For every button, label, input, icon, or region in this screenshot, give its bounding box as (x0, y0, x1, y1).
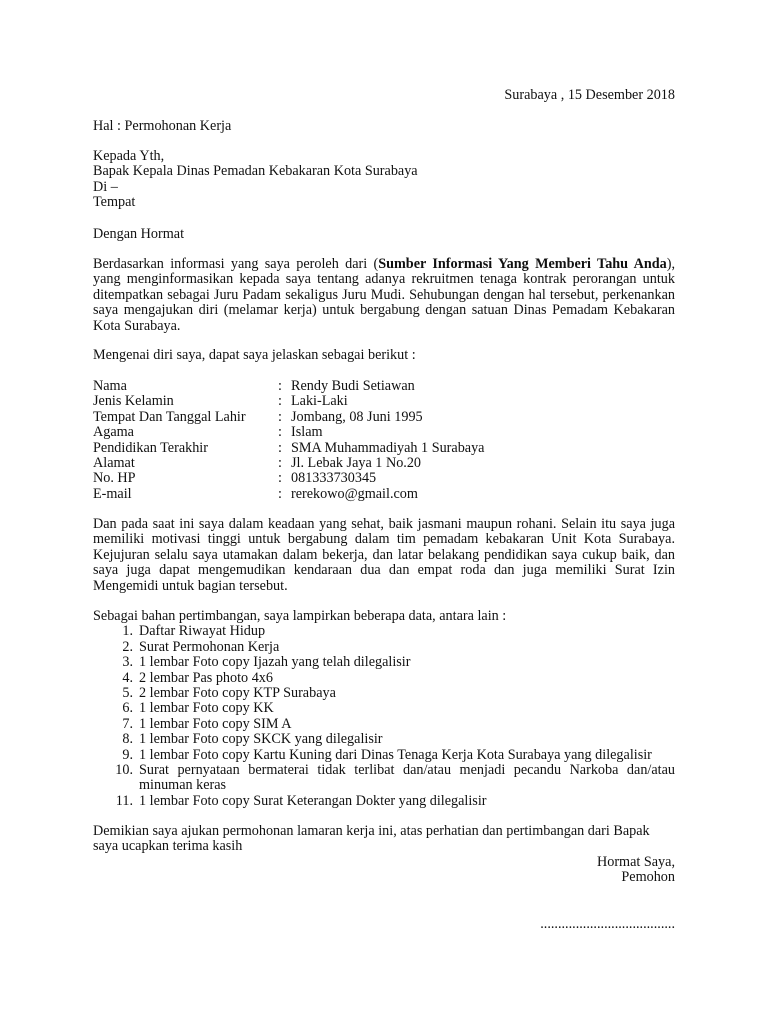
attachment-number: 9. (122, 746, 133, 763)
attachment-text: 1 lembar Foto copy KK (139, 700, 274, 717)
identity-separator: : (278, 378, 282, 394)
intro-text-end: ), yang menginformasikan kepada saya tentang adanya rekruitmen tenaga kontrak perorangan untuk ditempatkan sebagai Juru Padam sekaligus Juru Mudi. Sehubungan dengan hal tersebut, perkenankan saya mengajukan diri (melamar kerja) untuk bergabung dengan satuan Dinas Pemadam Kebakaran Kota Surabaya. (93, 256, 675, 334)
attachment-text: 1 lembar Foto copy Surat Keterangan Dokter yang dilegalisir (139, 792, 487, 809)
attachments-list (93, 624, 675, 809)
identity-value: Jl. Lebak Jaya 1 No.20 (291, 454, 422, 471)
identity-value: Islam (291, 424, 323, 441)
identity-separator: : (278, 485, 282, 502)
attachment-number: 3. (122, 654, 133, 671)
recipient-block (93, 149, 675, 211)
attachment-text: 1 lembar Foto copy SIM A (139, 715, 292, 732)
attachment-text: 2 lembar Foto copy KTP Surabaya (139, 685, 336, 702)
attachment-text: 1 lembar Foto copy Ijazah yang telah dilegalisir (139, 654, 411, 671)
attachment-item (93, 794, 675, 809)
identity-label: E-mail (93, 485, 132, 502)
identity-row (93, 441, 675, 456)
attachment-number: 6. (122, 700, 133, 717)
attachment-item (93, 686, 675, 701)
attachment-number: 10. (115, 762, 133, 779)
identity-row (93, 456, 675, 471)
identity-separator: : (278, 424, 282, 441)
attachment-text: 2 lembar Pas photo 4x6 (139, 669, 273, 686)
attachment-item (93, 624, 675, 639)
attachment-item (93, 640, 675, 655)
attachment-text: 1 lembar Foto copy Kartu Kuning dari Dinas Tenaga Kerja Kota Surabaya yang dilegalisir (139, 746, 652, 763)
identity-value: 081333730345 (291, 470, 377, 487)
attachment-text: Surat Permohonan Kerja (139, 638, 280, 655)
attachments-section (93, 609, 675, 809)
attachment-number: 11. (115, 792, 133, 809)
identity-row (93, 410, 675, 425)
identity-value: Rendy Budi Setiawan (291, 378, 415, 394)
identity-value: rerekowo@gmail.com (291, 485, 418, 502)
attachments-intro: Sebagai bahan pertimbangan, saya lampirkan beberapa data, antara lain : (93, 608, 507, 624)
greeting: Dengan Hormat (93, 226, 185, 242)
identity-separator: : (278, 408, 282, 425)
attachment-item (93, 748, 675, 763)
recipient-line: Bapak Kepala Dinas Pemadan Kebakaran Kota Surabaya (93, 163, 418, 180)
attachment-item (93, 655, 675, 670)
attachment-item (93, 701, 675, 716)
recipient-line: Di – (93, 178, 118, 195)
attachment-text: Surat pernyataan bermaterai tidak terlibat dan/atau menjadi pecandu Narkoba dan/atau minuman keras (139, 762, 675, 794)
identity-label: Tempat Dan Tanggal Lahir (93, 408, 246, 425)
sign-role: Pemohon (621, 869, 675, 886)
identity-value: SMA Muhammadiyah 1 Surabaya (291, 439, 485, 456)
attachment-number: 7. (122, 715, 133, 732)
attachment-item (93, 732, 675, 747)
identity-value: Laki-Laki (291, 393, 348, 410)
identity-row (93, 394, 675, 409)
closing-paragraph: Demikian saya ajukan permohonan lamaran kerja ini, atas perhatian dan pertimbangan dari Bapak saya ucapkan terima kasih (93, 823, 650, 855)
attachment-text: Daftar Riwayat Hidup (139, 623, 266, 640)
intro-text-start: Berdasarkan informasi yang saya peroleh dari ( (93, 256, 379, 272)
attachment-item (93, 671, 675, 686)
identity-separator: : (278, 470, 282, 487)
intro-text-bold: Sumber Informasi Yang Memberi Tahu Anda (378, 256, 667, 272)
attachment-item (93, 717, 675, 732)
intro-paragraph (93, 257, 675, 334)
identity-value: Jombang, 08 Juni 1995 (291, 408, 423, 425)
attachment-text: 1 lembar Foto copy SKCK yang dilegalisir (139, 731, 383, 748)
identity-label: Nama (93, 378, 127, 394)
letter-subject: Hal : Permohonan Kerja (93, 118, 232, 134)
attachment-number: 8. (122, 731, 133, 748)
identity-row (93, 487, 675, 502)
identity-label: Agama (93, 424, 134, 441)
identity-separator: : (278, 393, 282, 410)
identity-label: Pendidikan Terakhir (93, 439, 208, 456)
identity-label: No. HP (93, 470, 136, 487)
identity-table (93, 379, 675, 502)
identity-separator: : (278, 439, 282, 456)
identity-label: Alamat (93, 454, 135, 471)
letter-date: Surabaya , 15 Desember 2018 (504, 87, 675, 103)
signature-line: ...................................... (540, 916, 675, 932)
attachment-number: 5. (122, 685, 133, 702)
recipient-line: Tempat (93, 194, 136, 211)
attachment-item (93, 763, 675, 794)
attachment-number: 4. (122, 669, 133, 686)
body-paragraph: Dan pada saat ini saya dalam keadaan yang sehat, baik jasmani maupun rohani. Selain itu saya juga memiliki motivasi tinggi untuk bergabung dalam tim pemadam kebakaran Unit Kota Surabaya. Kejujuran selalu saya utamakan dalam bekerja, dan latar belakang pendidikan saya cukup baik, dan saya juga dapat mengemudikan kendaraan dua dan empat roda dan juga memiliki Surat Izin Mengemidi untuk bagian tersebut. (93, 516, 675, 594)
attachment-number: 2. (122, 638, 133, 655)
identity-row (93, 379, 675, 394)
self-intro: Mengenai diri saya, dapat saya jelaskan sebagai berikut : (93, 347, 416, 363)
signature-block (597, 855, 675, 886)
identity-row (93, 425, 675, 440)
recipient-line: Kepada Yth, (93, 148, 165, 164)
attachment-number: 1. (122, 623, 133, 640)
identity-row (93, 471, 675, 486)
identity-label: Jenis Kelamin (93, 393, 174, 410)
sign-off: Hormat Saya, (596, 854, 675, 870)
identity-separator: : (278, 454, 282, 471)
